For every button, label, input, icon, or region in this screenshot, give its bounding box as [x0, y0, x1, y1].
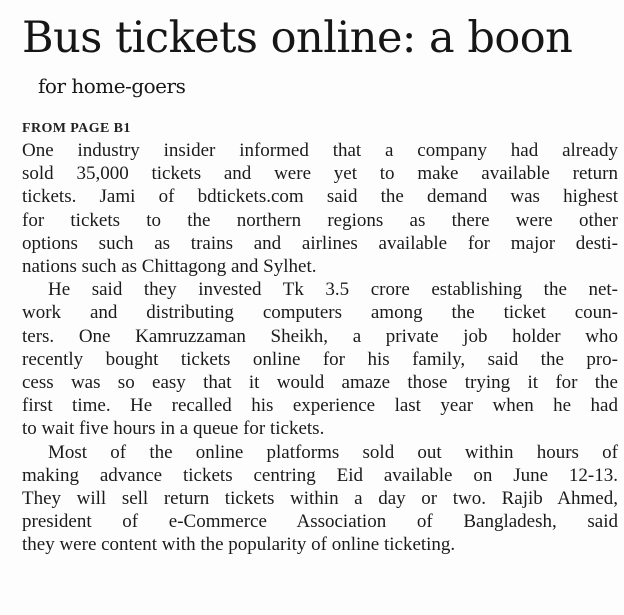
paragraph-3 [22, 441, 618, 557]
text-line: Most of the online platforms sold out within hours of [48, 441, 618, 463]
text-line: recently bought tickets online for his family, said the pro- [22, 348, 618, 370]
text-line: nations such as Chittagong and Sylhet. [22, 256, 317, 278]
text-line: ters. One Kamruzzaman Sheikh, a private job holder who [22, 325, 618, 347]
headline [22, 14, 622, 110]
headline-line-1: Bus tickets online: a boon [22, 13, 573, 63]
text-line: options such as trains and airlines available for major desti- [22, 232, 618, 254]
text-line: work and distributing computers among the ticket coun- [22, 302, 618, 324]
jump-line: FROM PAGE B1 [22, 121, 131, 136]
text-line: One industry insider informed that a company had already [22, 140, 618, 161]
text-line: to wait five hours in a queue for tickets. [22, 418, 325, 440]
text-line: they were content with the popularity of online ticketing. [22, 534, 456, 556]
paragraph-2 [22, 278, 618, 440]
headline-line-2: for home-goers [38, 74, 186, 98]
text-line: making advance tickets centring Eid available on June 12-13. [22, 464, 618, 486]
text-line: They will sell return tickets within a day or two. Rajib Ahmed, [22, 488, 618, 510]
text-line: tickets. Jami of bdtickets.com said the demand was highest [22, 186, 618, 208]
article-body [22, 139, 618, 557]
text-line: He said they invested Tk 3.5 crore establishing the net- [48, 279, 618, 301]
text-line: cess was so easy that it would amaze those trying it for the [22, 372, 618, 394]
text-line: for tickets to the northern regions as there were other [22, 209, 618, 231]
text-line: sold 35,000 tickets and were yet to make available return [22, 163, 618, 185]
paragraph-1 [22, 139, 618, 278]
text-line: first time. He recalled his experience last year when he had [22, 395, 618, 417]
text-line: president of e-Commerce Association of Bangladesh, said [22, 511, 618, 533]
